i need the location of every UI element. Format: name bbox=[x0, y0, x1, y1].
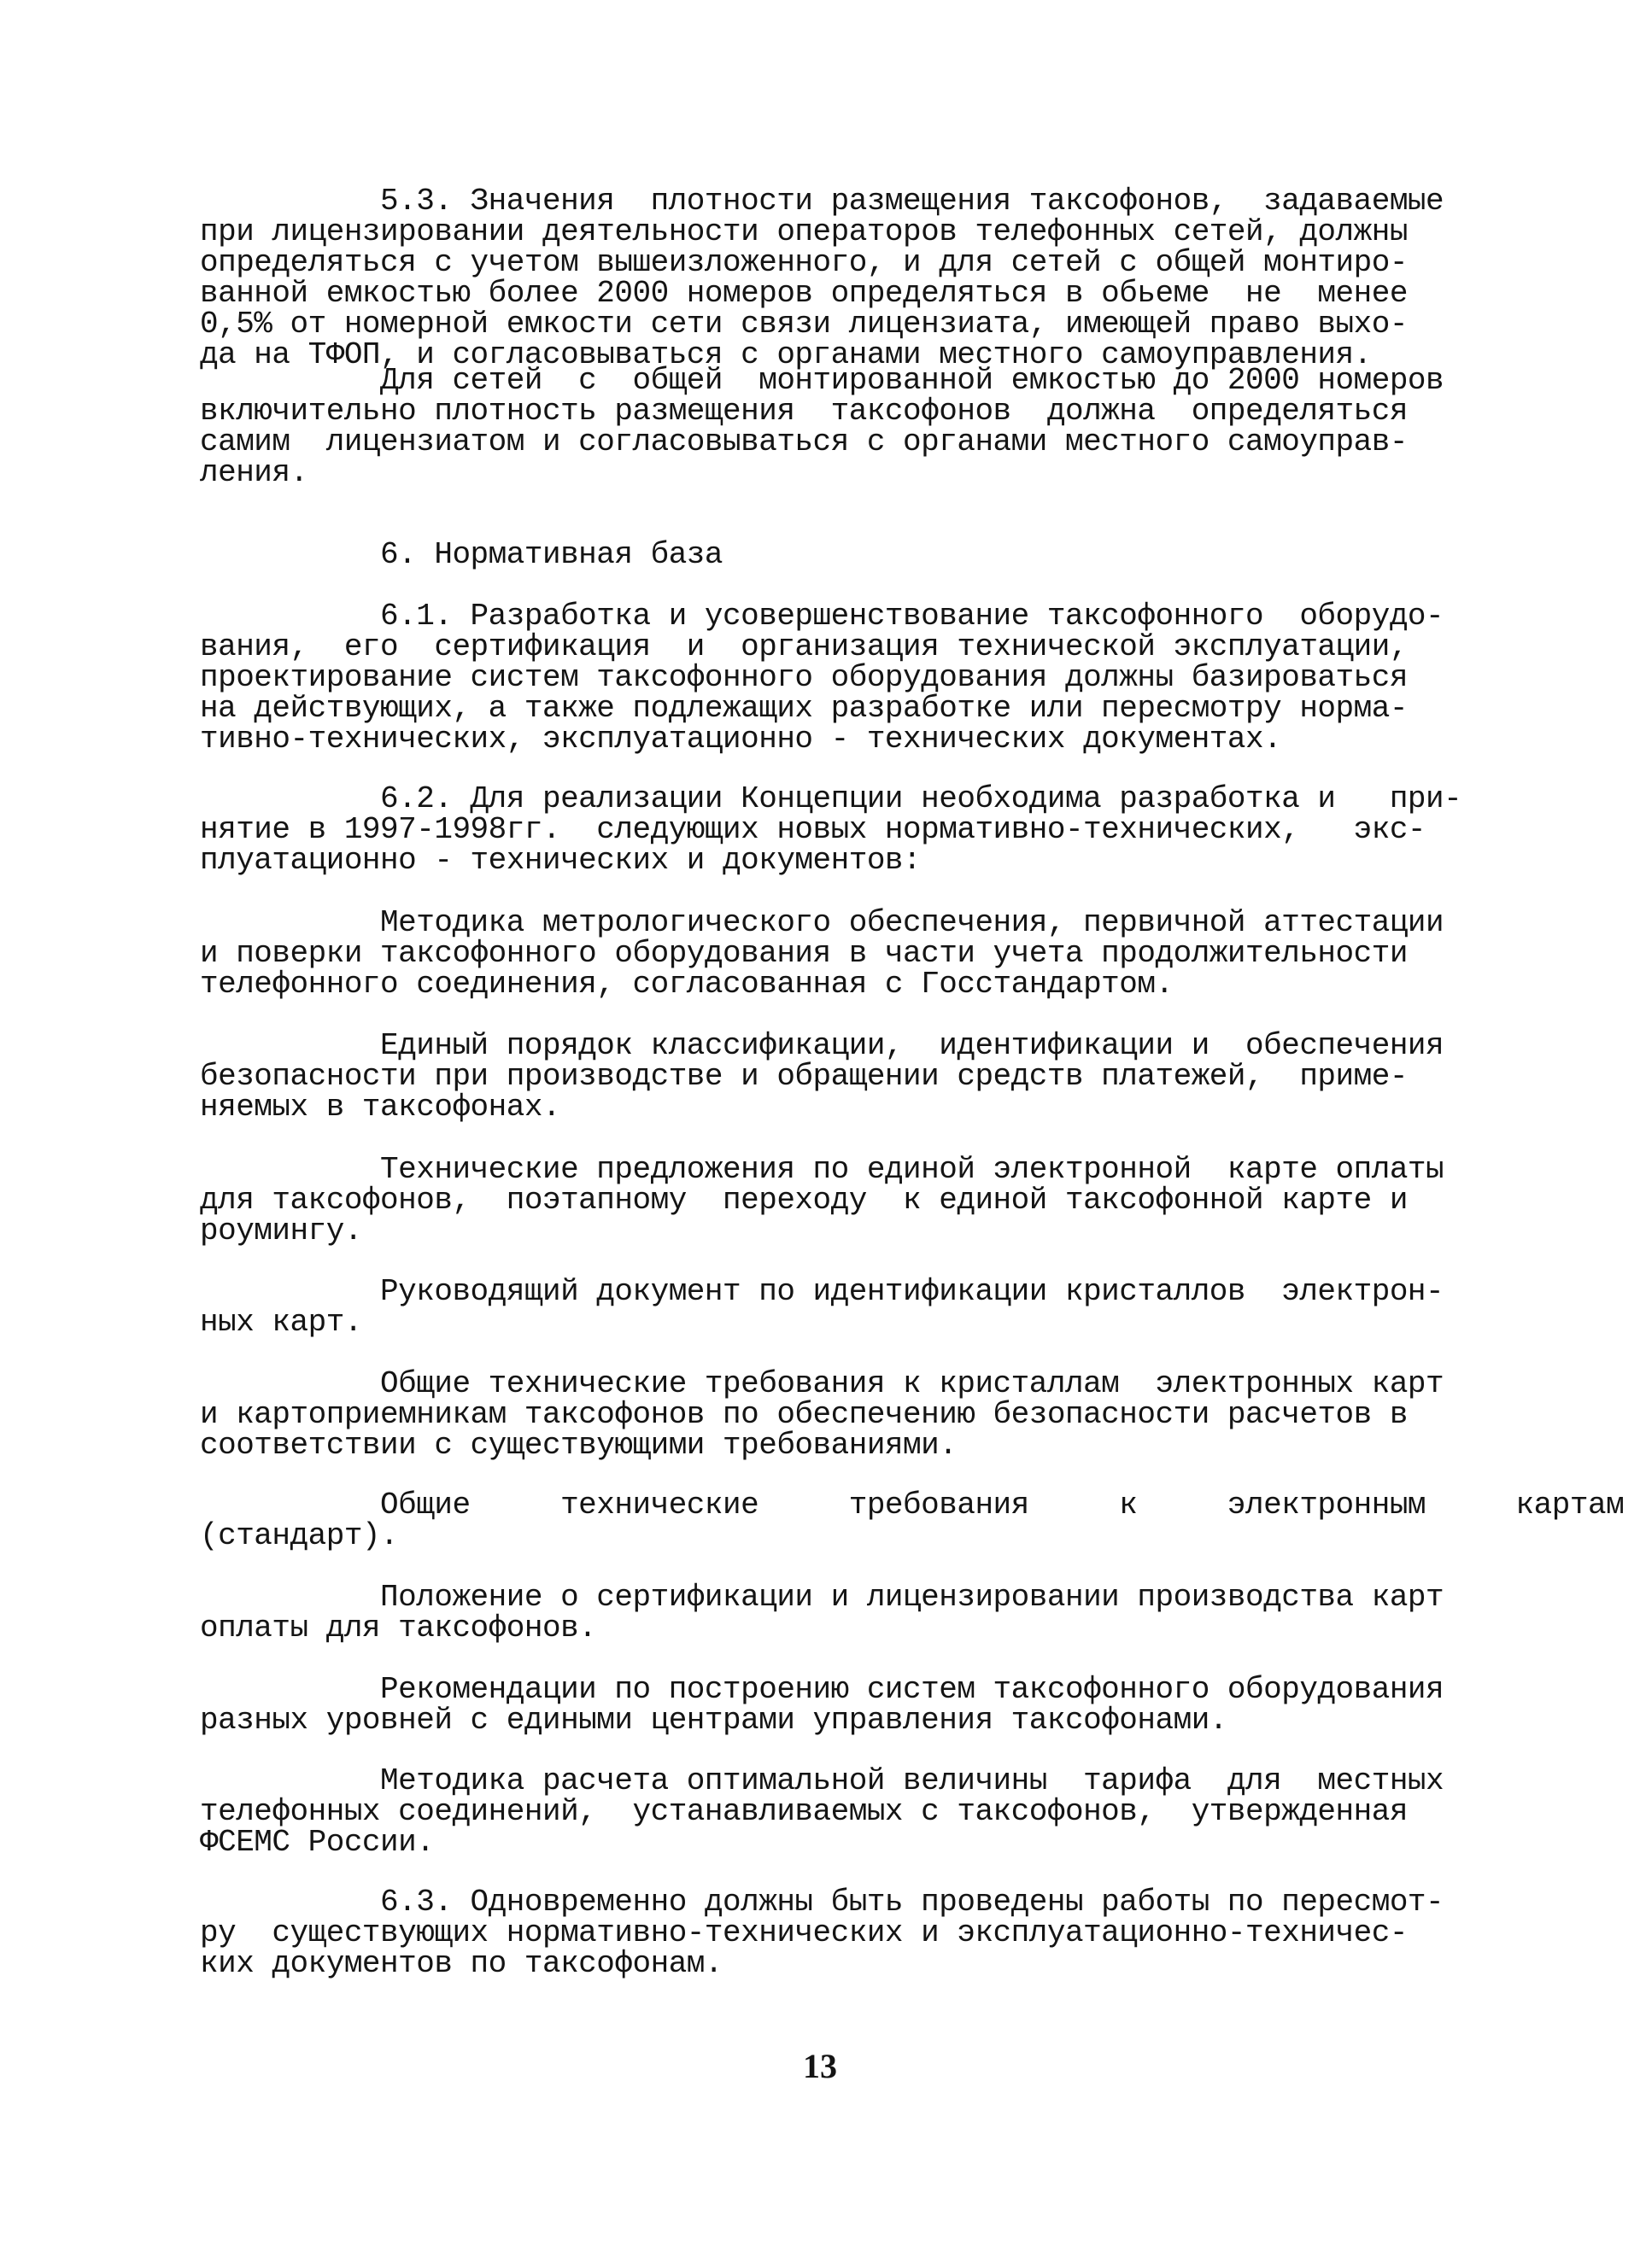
text-line: Общие технические требования к кристаллам электронных карт bbox=[200, 1366, 1444, 1401]
text-line: тивно-технических, эксплуатационно - технических документах. bbox=[200, 722, 1282, 757]
text-line: 0,5% от номерной емкости сети связи лицензиата, имеющей право выхо- bbox=[200, 307, 1408, 342]
text-line: ванной емкостью более 2000 номеров определяться в обьеме не менее bbox=[200, 276, 1408, 311]
text-line: нятие в 1997-1998гг. следующих новых нормативно-технических, экс- bbox=[200, 812, 1426, 847]
paragraph-p-6 bbox=[200, 537, 1425, 572]
paragraph-p-item-6 bbox=[200, 1488, 1625, 1553]
text-line: 5.3. Значения плотности размещения таксофонов, задаваемые bbox=[200, 184, 1444, 219]
text-line: ру существующих нормативно-технических и эксплуатационно-техничес- bbox=[200, 1915, 1408, 1950]
text-line: при лицензировании деятельности операторов телефонных сетей, должны bbox=[200, 214, 1408, 249]
paragraph-p-5-3 bbox=[200, 184, 1444, 372]
text-line: Единый порядок классификации, идентификации и обеспечения bbox=[200, 1028, 1444, 1063]
text-line: 6.2. Для реализации Концепции необходима разработка и при- bbox=[200, 781, 1462, 816]
text-line: проектирование систем таксофонного оборудования должны базироваться bbox=[200, 660, 1408, 695]
text-line: Руководящий документ по идентификации кристаллов электрон- bbox=[200, 1274, 1444, 1309]
text-line: оплаты для таксофонов. bbox=[200, 1610, 597, 1645]
text-line: и поверки таксофонного оборудования в части учета продолжительности bbox=[200, 936, 1408, 971]
paragraph-p-item-5 bbox=[200, 1366, 1444, 1463]
paragraph-p-item-2 bbox=[200, 1028, 1444, 1125]
text-line: Методика метрологического обеспечения, первичной аттестации bbox=[200, 905, 1444, 940]
text-line: ких документов по таксофонам. bbox=[200, 1946, 723, 1981]
text-line: разных уровней с едиными центрами управления таксофонами. bbox=[200, 1703, 1227, 1738]
text-line: роумингу. bbox=[200, 1213, 362, 1248]
text-line: определяться с учетом вышеизложенного, и для сетей с общей монтиро- bbox=[200, 245, 1408, 280]
text-line: для таксофонов, поэтапному переходу к единой таксофонной карте и bbox=[200, 1183, 1408, 1218]
text-line: телефонных соединений, устанавливаемых с таксофонов, утвержденная bbox=[200, 1794, 1408, 1829]
text-line: ления. bbox=[200, 455, 308, 490]
paragraph-p-6-3 bbox=[200, 1885, 1444, 1981]
text-line: Общие технические требования к электронным картам bbox=[200, 1488, 1625, 1523]
paragraph-p-6-1 bbox=[200, 599, 1444, 757]
text-line: ФСЕМС России. bbox=[200, 1825, 435, 1860]
text-line: телефонного соединения, согласованная с Госстандартом. bbox=[200, 967, 1174, 1002]
text-line: ных карт. bbox=[200, 1305, 362, 1340]
text-line: на действующих, а также подлежащих разработке или пересмотру норма- bbox=[200, 691, 1408, 726]
paragraph-p-item-3 bbox=[200, 1152, 1444, 1248]
text-line: самим лицензиатом и согласовываться с органами местного самоуправ- bbox=[200, 424, 1408, 459]
text-line: безопасности при производстве и обращении средств платежей, приме- bbox=[200, 1059, 1408, 1094]
text-line: 6.1. Разработка и усовершенствование таксофонного оборудо- bbox=[200, 599, 1444, 634]
text-line: соответствии с существующими требованиями. bbox=[200, 1428, 958, 1463]
text-line: Рекомендации по построению систем таксофонного оборудования bbox=[200, 1672, 1444, 1707]
paragraph-p-6-2 bbox=[200, 781, 1462, 878]
page-number: 13 bbox=[803, 2047, 837, 2085]
text-line: 6. Нормативная база bbox=[200, 537, 723, 572]
paragraph-p-item-7 bbox=[200, 1580, 1444, 1645]
paragraph-p-item-8 bbox=[200, 1672, 1444, 1738]
text-line: няемых в таксофонах. bbox=[200, 1090, 561, 1125]
text-line: да на ТФОП, и согласовываться с органами местного самоуправления. bbox=[200, 337, 1372, 372]
text-line: включительно плотность размещения таксофонов должна определяться bbox=[200, 394, 1408, 429]
paragraph-p-5-3-b bbox=[200, 363, 1444, 490]
text-line: Методика расчета оптимальной величины тарифа для местных bbox=[200, 1763, 1444, 1798]
text-line: плуатационно - технических и документов: bbox=[200, 843, 922, 878]
text-line: и картоприемникам таксофонов по обеспечению безопасности расчетов в bbox=[200, 1397, 1408, 1432]
paragraph-p-item-9 bbox=[200, 1763, 1444, 1860]
text-line: вания, его сертификация и организация технической эксплуатации, bbox=[200, 629, 1408, 664]
text-line: Для сетей с общей монтированной емкостью до 2000 номеров bbox=[200, 363, 1444, 398]
text-line: Технические предложения по единой электронной карте оплаты bbox=[200, 1152, 1444, 1187]
paragraph-p-item-1 bbox=[200, 905, 1444, 1002]
text-line: (стандарт). bbox=[200, 1518, 399, 1553]
text-line: 6.3. Одновременно должны быть проведены работы по пересмот- bbox=[200, 1885, 1444, 1920]
text-line: Положение о сертификации и лицензировании производства карт bbox=[200, 1580, 1444, 1615]
paragraph-p-item-4 bbox=[200, 1274, 1444, 1340]
